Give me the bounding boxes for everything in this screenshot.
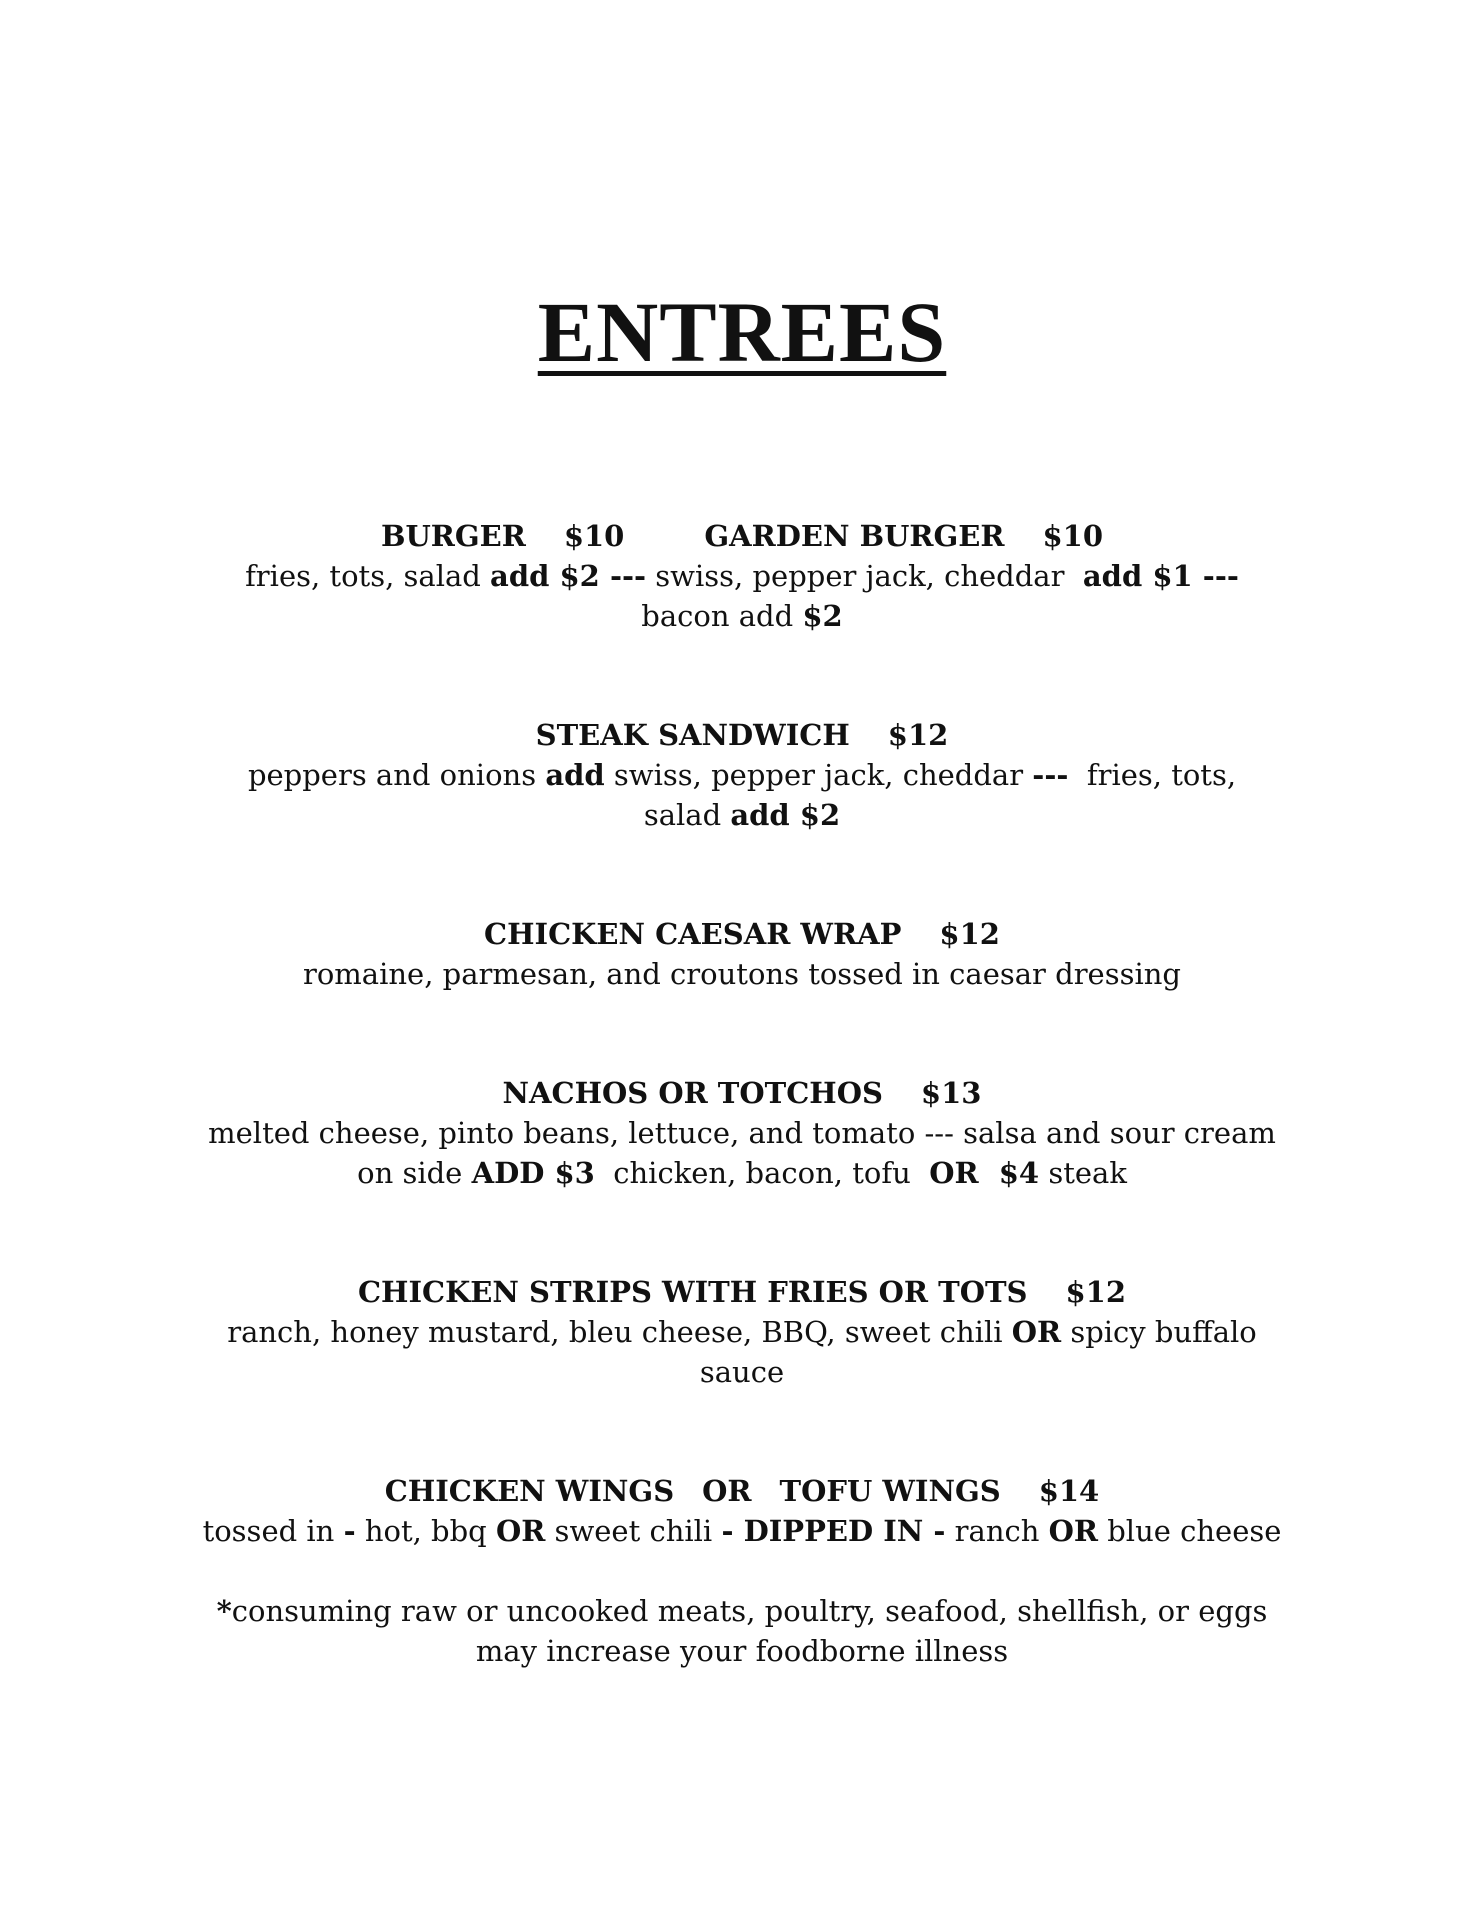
desc-text-bold: ADD $3 [471, 1156, 595, 1190]
desc-text-bold: add $2 [730, 798, 841, 832]
desc-text: chicken, bacon, tofu [594, 1156, 930, 1190]
menu-item-nachos [0, 1073, 1484, 1193]
item-description [0, 1312, 1484, 1352]
desc-text: swiss, pepper jack, cheddar [646, 559, 1083, 593]
desc-text-bold: - [343, 1514, 356, 1548]
desc-text-bold: add $2 --- [490, 559, 647, 593]
item-name-or: OR [702, 1474, 752, 1508]
desc-text-bold: add [545, 758, 605, 792]
desc-text-bold: OR [495, 1514, 546, 1548]
desc-text-bold: - DIPPED IN - [721, 1514, 946, 1548]
disclaimer-line: may increase your foodborne illness [475, 1634, 1009, 1668]
item-heading [0, 715, 1484, 755]
item-heading [0, 1471, 1484, 1511]
item-price: $12 [887, 718, 949, 752]
item-name: STEAK SANDWICH [535, 718, 850, 752]
item-name: NACHOS OR TOTCHOS [502, 1076, 883, 1110]
item-description: sauce [699, 1355, 785, 1389]
desc-text: ranch [945, 1514, 1049, 1548]
item-description [0, 1511, 1484, 1551]
page-title [0, 282, 1484, 382]
desc-text: fries, tots, [1068, 758, 1237, 792]
item-name: CHICKEN WINGS [384, 1474, 675, 1508]
desc-text: steak [1039, 1156, 1127, 1190]
item-name: BURGER [380, 519, 526, 553]
desc-text-bold: --- [1032, 758, 1069, 792]
item-name: CHICKEN STRIPS WITH FRIES OR TOTS [357, 1275, 1028, 1309]
menu-item-burger [0, 516, 1484, 636]
desc-text: blue cheese [1098, 1514, 1282, 1548]
disclaimer-line [0, 1591, 1484, 1631]
desc-text: ranch, honey mustard, bleu cheese, BBQ, sweet chili [227, 1315, 1012, 1349]
item-name: GARDEN BURGER [704, 519, 1005, 553]
desc-text-bold: $2 [802, 599, 843, 633]
item-description: romaine, parmesan, and croutons tossed in caesar dressing [302, 957, 1181, 991]
item-description: melted cheese, pinto beans, lettuce, and tomato --- salsa and sour cream [208, 1116, 1276, 1150]
item-name: CHICKEN CAESAR WRAP [484, 917, 902, 951]
disclaimer-text: consuming raw or uncooked meats, poultry, seafood, shellfish, or eggs [231, 1594, 1268, 1628]
item-description [0, 556, 1484, 596]
item-price: $12 [1065, 1275, 1127, 1309]
desc-text: salad [643, 798, 731, 832]
desc-text: hot, bbq [355, 1514, 496, 1548]
desc-text-bold: add $1 --- [1082, 559, 1239, 593]
item-description [0, 596, 1484, 636]
desc-text-bold: OR [1048, 1514, 1099, 1548]
menu-item-chicken-strips [0, 1272, 1484, 1392]
desc-text: peppers and onions [247, 758, 546, 792]
item-price: $10 [563, 519, 625, 553]
allergen-disclaimer [0, 1591, 1484, 1671]
disclaimer-asterisk: * [216, 1594, 232, 1628]
title-text: ENTREES [537, 284, 947, 380]
desc-text: sweet chili [545, 1514, 722, 1548]
desc-text-bold: OR $4 [929, 1156, 1040, 1190]
menu-item-wings [0, 1471, 1484, 1551]
item-price: $14 [1038, 1474, 1100, 1508]
menu-item-chicken-caesar-wrap [0, 914, 1484, 994]
item-price: $13 [920, 1076, 982, 1110]
item-name: TOFU WINGS [779, 1474, 1001, 1508]
desc-text: spicy buffalo [1061, 1315, 1257, 1349]
item-heading [0, 1073, 1484, 1113]
desc-text: tossed in [202, 1514, 344, 1548]
item-price: $12 [939, 917, 1000, 951]
desc-text-bold: OR [1011, 1315, 1062, 1349]
item-description [0, 1153, 1484, 1193]
desc-text: swiss, pepper jack, cheddar [604, 758, 1033, 792]
menu-item-steak-sandwich [0, 715, 1484, 835]
item-heading [0, 914, 1484, 954]
item-heading [0, 516, 1484, 556]
item-price: $10 [1042, 519, 1104, 553]
item-description [0, 755, 1484, 795]
item-description [0, 795, 1484, 835]
desc-text: bacon add [641, 599, 803, 633]
desc-text: fries, tots, salad [245, 559, 491, 593]
desc-text: on side [357, 1156, 472, 1190]
item-heading [0, 1272, 1484, 1312]
